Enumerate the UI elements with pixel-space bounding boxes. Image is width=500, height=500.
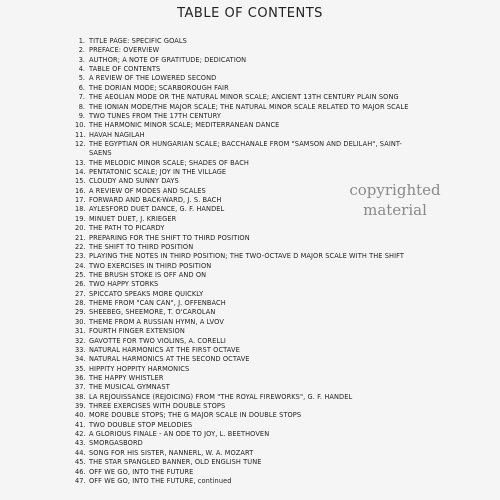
toc-entry-text: MORE DOUBLE STOPS; THE G MAJOR SCALE IN DOUBLE STOPS: [89, 411, 302, 420]
toc-entry-number: 39.: [75, 402, 86, 411]
toc-entry: [75, 318, 490, 327]
toc-entry-number: 2.: [78, 46, 85, 55]
toc-entry: [75, 477, 490, 486]
toc-entry: [75, 280, 490, 289]
toc-entry-number: 21.: [75, 233, 86, 242]
toc-entry-text: TABLE OF CONTENTS: [89, 65, 161, 74]
toc-entry-text: THE PATH TO PICARDY: [89, 224, 165, 233]
toc-entry-text: THEME FROM "CAN CAN", J. OFFENBACH: [89, 299, 226, 308]
toc-entry-text: PENTATONIC SCALE; JOY IN THE VILLAGE: [89, 168, 227, 177]
toc-entry-number: 37.: [75, 383, 86, 392]
toc-entry: [75, 383, 490, 392]
toc-entry-text: THE MELODIC MINOR SCALE; SHADES OF BACH: [89, 158, 249, 167]
toc-entry: [75, 411, 490, 420]
toc-entry-number: 1.: [78, 37, 85, 45]
toc-entry-number: 23.: [75, 252, 86, 261]
toc-entry-text: NATURAL HARMONICS AT THE SECOND OCTAVE: [89, 355, 250, 364]
toc-entry: [75, 262, 490, 271]
toc-entry-text: THE STAR SPANGLED BANNER, OLD ENGLISH TUNE: [89, 458, 262, 467]
toc-entry-text: PREFACE: OVERVIEW: [89, 46, 160, 55]
toc-entry-number: 22.: [75, 242, 86, 251]
table-of-contents-list: [75, 37, 490, 486]
toc-entry-number: 19.: [75, 214, 86, 223]
toc-entry: [75, 355, 490, 364]
toc-entry-text: TITLE PAGE: SPECIFIC GOALS: [89, 37, 187, 45]
toc-entry: [75, 327, 490, 336]
toc-entry-text: A GLORIOUS FINALE - AN ODE TO JOY, L. BEETHOVEN: [89, 430, 270, 439]
toc-entry: [75, 74, 490, 83]
toc-entry-number: 40.: [75, 411, 86, 420]
toc-entry-number: 3.: [78, 55, 85, 64]
toc-entry-number: 42.: [75, 430, 86, 439]
toc-entry-number: 15.: [75, 177, 86, 186]
toc-entry: [75, 84, 490, 93]
toc-entry-text: TWO TUNES FROM THE 17TH CENTURY: [89, 111, 221, 120]
toc-entry-number: 28.: [75, 299, 86, 308]
toc-entry-number: 12.: [75, 139, 86, 148]
toc-entry: [75, 449, 490, 458]
toc-entry-text: TWO DOUBLE STOP MELODIES: [89, 420, 193, 429]
toc-entry-number: 38.: [75, 392, 86, 401]
watermark-line: copyrighted: [349, 181, 441, 199]
toc-entry-text: TWO EXERCISES IN THIRD POSITION: [89, 261, 212, 270]
toc-entry-text: SAENS: [89, 149, 112, 158]
toc-entry-number: 31.: [75, 327, 86, 336]
toc-entry-text: THE HAPPY WHISTLER: [89, 373, 164, 382]
toc-entry: [75, 37, 490, 46]
toc-entry: [75, 140, 490, 149]
toc-entry-number: 30.: [75, 317, 86, 326]
toc-entry-text: THE MUSICAL GYMNAST: [89, 383, 170, 392]
toc-entry: [75, 271, 490, 280]
toc-entry-number: 46.: [75, 467, 86, 476]
toc-entry-text: FORWARD AND BACK-WARD, J. S. BACH: [89, 196, 222, 205]
toc-entry: [75, 65, 490, 74]
toc-entry: [75, 103, 490, 112]
toc-entry: [75, 112, 490, 121]
toc-entry-text: LA REJOUISSANCE (REJOICING) FROM "THE ROYAL FIREWORKS", G. F. HANDEL: [89, 392, 353, 401]
toc-entry-number: 47.: [75, 476, 86, 485]
toc-entry: [75, 243, 490, 252]
toc-entry: [75, 337, 490, 346]
toc-entry-number: 5.: [78, 74, 85, 83]
toc-entry-number: 4.: [78, 65, 85, 74]
toc-entry-text: HIPPITY HOPPITY HARMONICS: [89, 364, 190, 373]
toc-entry-number: 32.: [75, 336, 86, 345]
toc-entry-number: 7.: [78, 93, 85, 102]
toc-entry: [75, 131, 490, 140]
toc-entry: [75, 121, 490, 130]
toc-entry-number: 11.: [75, 130, 86, 139]
toc-entry-text: CLOUDY AND SUNNY DAYS: [89, 177, 179, 186]
toc-entry-text: THE HARMONIC MINOR SCALE; MEDITERRANEAN DANCE: [89, 121, 280, 130]
toc-entry-number: 24.: [75, 261, 86, 270]
toc-entry-text: THEME FROM A RUSSIAN HYMN, A LVOV: [89, 317, 224, 326]
toc-entry: [75, 346, 490, 355]
toc-entry-number: 10.: [75, 121, 86, 130]
toc-entry-number: 41.: [75, 420, 86, 429]
toc-entry-text: SMORGASBORD: [89, 439, 143, 448]
toc-entry-text: AYLESFORD DUET DANCE, G. F. HANDEL: [89, 205, 225, 214]
toc-entry-number: 14.: [75, 168, 86, 177]
toc-entry: [75, 365, 490, 374]
toc-entry-text: AUTHOR; A NOTE OF GRATITUDE; DEDICATION: [89, 55, 247, 64]
toc-entry: [75, 439, 490, 448]
toc-entry-number: 8.: [78, 102, 85, 111]
toc-entry-text: THE SHIFT TO THIRD POSITION: [89, 242, 194, 251]
toc-entry-text: PREPARING FOR THE SHIFT TO THIRD POSITION: [89, 233, 250, 242]
toc-entry-number: 9.: [78, 111, 85, 120]
toc-entry-number: 43.: [75, 439, 86, 448]
toc-entry-text: GAVOTTE FOR TWO VIOLINS, A. CORELLI: [89, 336, 226, 345]
toc-entry: [75, 224, 490, 233]
toc-entry-number: 33.: [75, 345, 86, 354]
toc-entry: [75, 430, 490, 439]
toc-entry-text: FOURTH FINGER EXTENSION: [89, 327, 185, 336]
toc-entry-number: 29.: [75, 308, 86, 317]
toc-entry-text: HAVAH NAGILAH: [89, 130, 145, 139]
toc-entry-text: OFF WE GO, INTO THE FUTURE: [89, 467, 194, 476]
toc-entry-text: THREE EXERCISES WITH DOUBLE STOPS: [89, 402, 226, 411]
toc-entry-number: 45.: [75, 458, 86, 467]
toc-entry-text: A REVIEW OF MODES AND SCALES: [89, 186, 206, 195]
page-title: TABLE OF CONTENTS: [177, 6, 323, 21]
toc-entry: [75, 393, 490, 402]
toc-entry-number: 18.: [75, 205, 86, 214]
toc-entry-number: 34.: [75, 355, 86, 364]
toc-entry-text: PLAYING THE NOTES IN THIRD POSITION; THE TWO-OCTAVE D MAJOR SCALE WITH THE SHIFT: [89, 252, 405, 261]
toc-entry-number: 13.: [75, 158, 86, 167]
toc-entry: [75, 93, 490, 102]
toc-entry: [75, 234, 490, 243]
toc-entry-text: TWO HAPPY STORKS: [89, 280, 159, 289]
toc-entry-text: OFF WE GO, INTO THE FUTURE, continued: [89, 476, 232, 485]
toc-entry-number: 6.: [78, 83, 85, 92]
toc-entry-number: 35.: [75, 364, 86, 373]
toc-entry: [75, 290, 490, 299]
toc-entry-text: THE IONIAN MODE/THE MAJOR SCALE; THE NATURAL MINOR SCALE RELATED TO MAJOR SCALE: [89, 102, 409, 111]
watermark-line: material: [363, 201, 427, 219]
toc-entry-number: 26.: [75, 280, 86, 289]
toc-entry: [75, 458, 490, 467]
toc-entry: [75, 168, 490, 177]
toc-entry-text: SHEEBEG, SHEEMORE, T. O'CAROLAN: [89, 308, 216, 317]
toc-entry-text: NATURAL HARMONICS AT THE FIRST OCTAVE: [89, 345, 240, 354]
toc-entry: [75, 46, 490, 55]
toc-entry: [75, 421, 490, 430]
toc-entry-text: THE BRUSH STOKE IS OFF AND ON: [89, 270, 207, 279]
toc-entry: [75, 402, 490, 411]
toc-entry-text: THE DORIAN MODE; SCARBOROUGH FAIR: [89, 83, 229, 92]
toc-entry-text: THE AEOLIAN MODE OR THE NATURAL MINOR SCALE; ANCIENT 13TH CENTURY PLAIN SONG: [89, 93, 399, 102]
watermark: [330, 180, 460, 220]
toc-entry: [75, 374, 490, 383]
toc-entry-number: 25.: [75, 270, 86, 279]
toc-entry-number: 44.: [75, 448, 86, 457]
toc-entry-text: MINUET DUET, J. KRIEGER: [89, 214, 177, 223]
toc-entry: [75, 149, 490, 158]
toc-entry: [75, 159, 490, 168]
toc-entry-number: 36.: [75, 373, 86, 382]
toc-entry-number: 20.: [75, 224, 86, 233]
toc-entry: [75, 308, 490, 317]
toc-entry-number: 27.: [75, 289, 86, 298]
toc-entry-text: SPICCATO SPEAKS MORE QUICKLY: [89, 289, 204, 298]
toc-entry: [75, 56, 490, 65]
toc-entry-number: 16.: [75, 186, 86, 195]
toc-entry-text: A REVIEW OF THE LOWERED SECOND: [89, 74, 217, 83]
toc-entry-text: SONG FOR HIS SISTER, NANNERL, W. A. MOZART: [89, 448, 254, 457]
toc-entry: [75, 468, 490, 477]
toc-entry-number: 17.: [75, 196, 86, 205]
toc-entry-text: THE EGYPTIAN OR HUNGARIAN SCALE; BACCHANALE FROM "SAMSON AND DELILAH", SAINT-: [89, 139, 402, 148]
toc-entry: [75, 299, 490, 308]
toc-entry: [75, 252, 490, 261]
